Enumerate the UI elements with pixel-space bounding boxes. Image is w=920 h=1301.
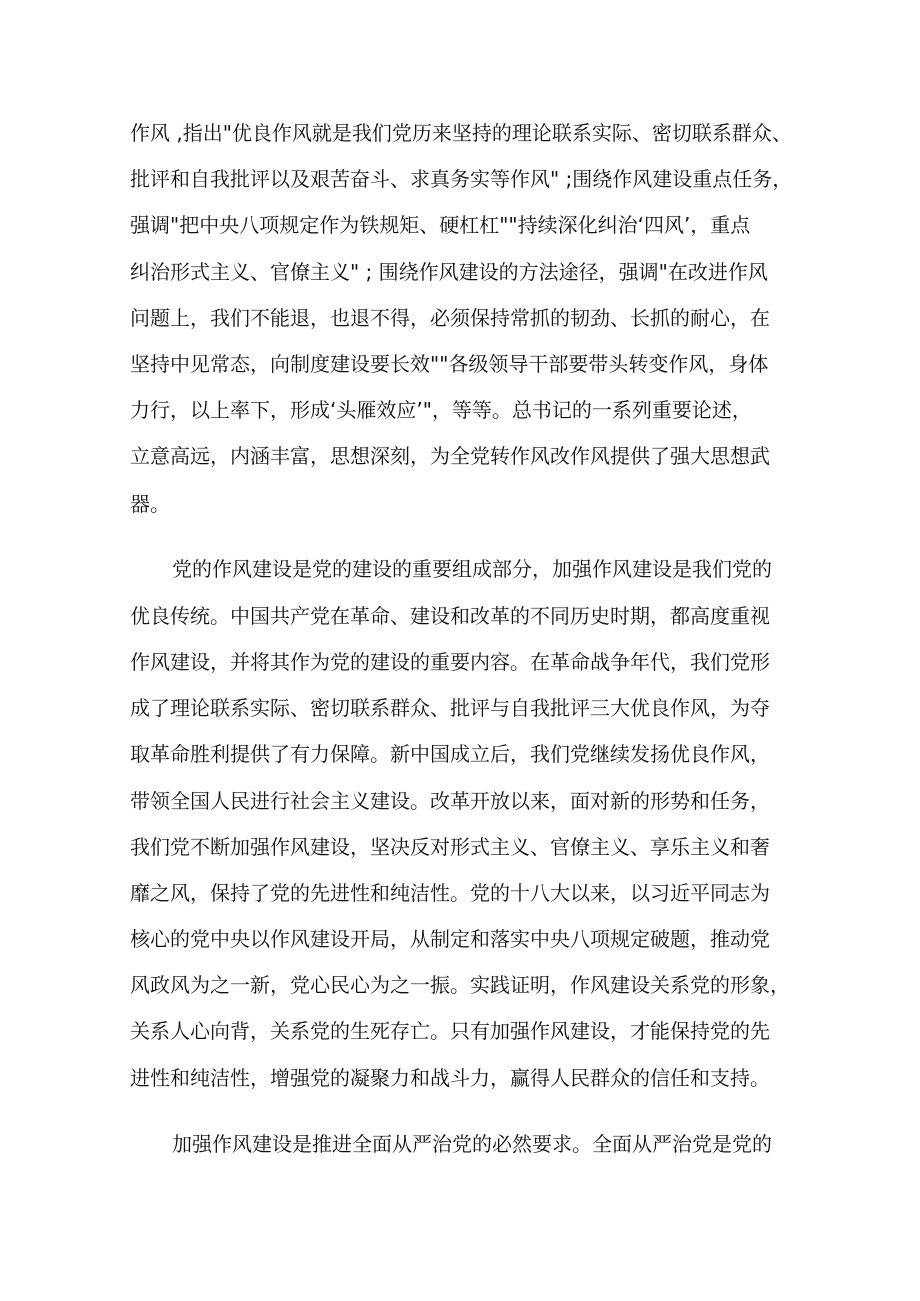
text-line: 作风 ,指出"优良作风就是我们党历来坚持的理论联系实际、密切联系群众、	[130, 121, 792, 145]
text-line: 力行，以上率下，形成‘头雁效应’"，等等。总书记的一系列重要论述，	[130, 398, 752, 422]
text-line: 风政风为之一新，党心民心为之一振。实践证明，作风建设关系党的形象，	[130, 973, 790, 997]
paragraph-first-line: 加强作风建设是推进全面从严治党的必然要求。全面从严治党是党的	[172, 1132, 772, 1156]
text-line: 取革命胜利提供了有力保障。新中国成立后，我们党继续发扬优良作风，	[130, 742, 770, 766]
text-line: 带领全国人民进行社会主义建设。改革开放以来，面对新的形势和任务，	[130, 789, 770, 813]
text-line: 关系人心向背，关系党的生死存亡。只有加强作风建设，才能保持党的先	[130, 1019, 770, 1043]
text-line: 坚持中见常态，向制度建设要长效""各级领导干部要带头转变作风，身体	[130, 352, 769, 376]
text-line: 批评和自我批评以及艰苦奋斗、求真务实等作风" ;围绕作风建设重点任务，	[130, 167, 793, 191]
text-line: 纠治形式主义、官僚主义" ; 围绕作风建设的方法途径，强调"在改进作风	[130, 260, 768, 284]
text-line: 我们党不断加强作风建设，坚决反对形式主义、官僚主义、享乐主义和奢	[130, 835, 770, 859]
text-line: 优良传统。中国共产党在革命、建设和改革的不同历史时期，都高度重视	[130, 604, 770, 628]
text-line: 强调"把中央八项规定作为铁规矩、硬杠杠""持续深化纠治‘四风’，重点	[130, 213, 751, 237]
text-line: 立意高远，内涵丰富，思想深刻，为全党转作风改作风提供了强大思想武	[130, 444, 770, 468]
paragraph-first-line: 党的作风建设是党的建设的重要组成部分，加强作风建设是我们党的	[172, 557, 772, 581]
text-line: 核心的党中央以作风建设开局，从制定和落实中央八项规定破题，推动党	[130, 927, 770, 951]
text-line: 靡之风，保持了党的先进性和纯洁性。党的十八大以来，以习近平同志为	[130, 881, 770, 905]
text-line: 作风建设，并将其作为党的建设的重要内容。在革命战争年代，我们党形	[130, 650, 770, 674]
text-line: 成了理论联系实际、密切联系群众、批评与自我批评三大优良作风，为夺	[130, 696, 770, 720]
text-line: 器。	[130, 492, 170, 516]
text-line: 问题上，我们不能退，也退不得，必须保持常抓的韧劲、长抓的耐心，在	[130, 306, 770, 330]
text-line: 进性和纯洁性，增强党的凝聚力和战斗力，赢得人民群众的信任和支持。	[130, 1066, 770, 1090]
